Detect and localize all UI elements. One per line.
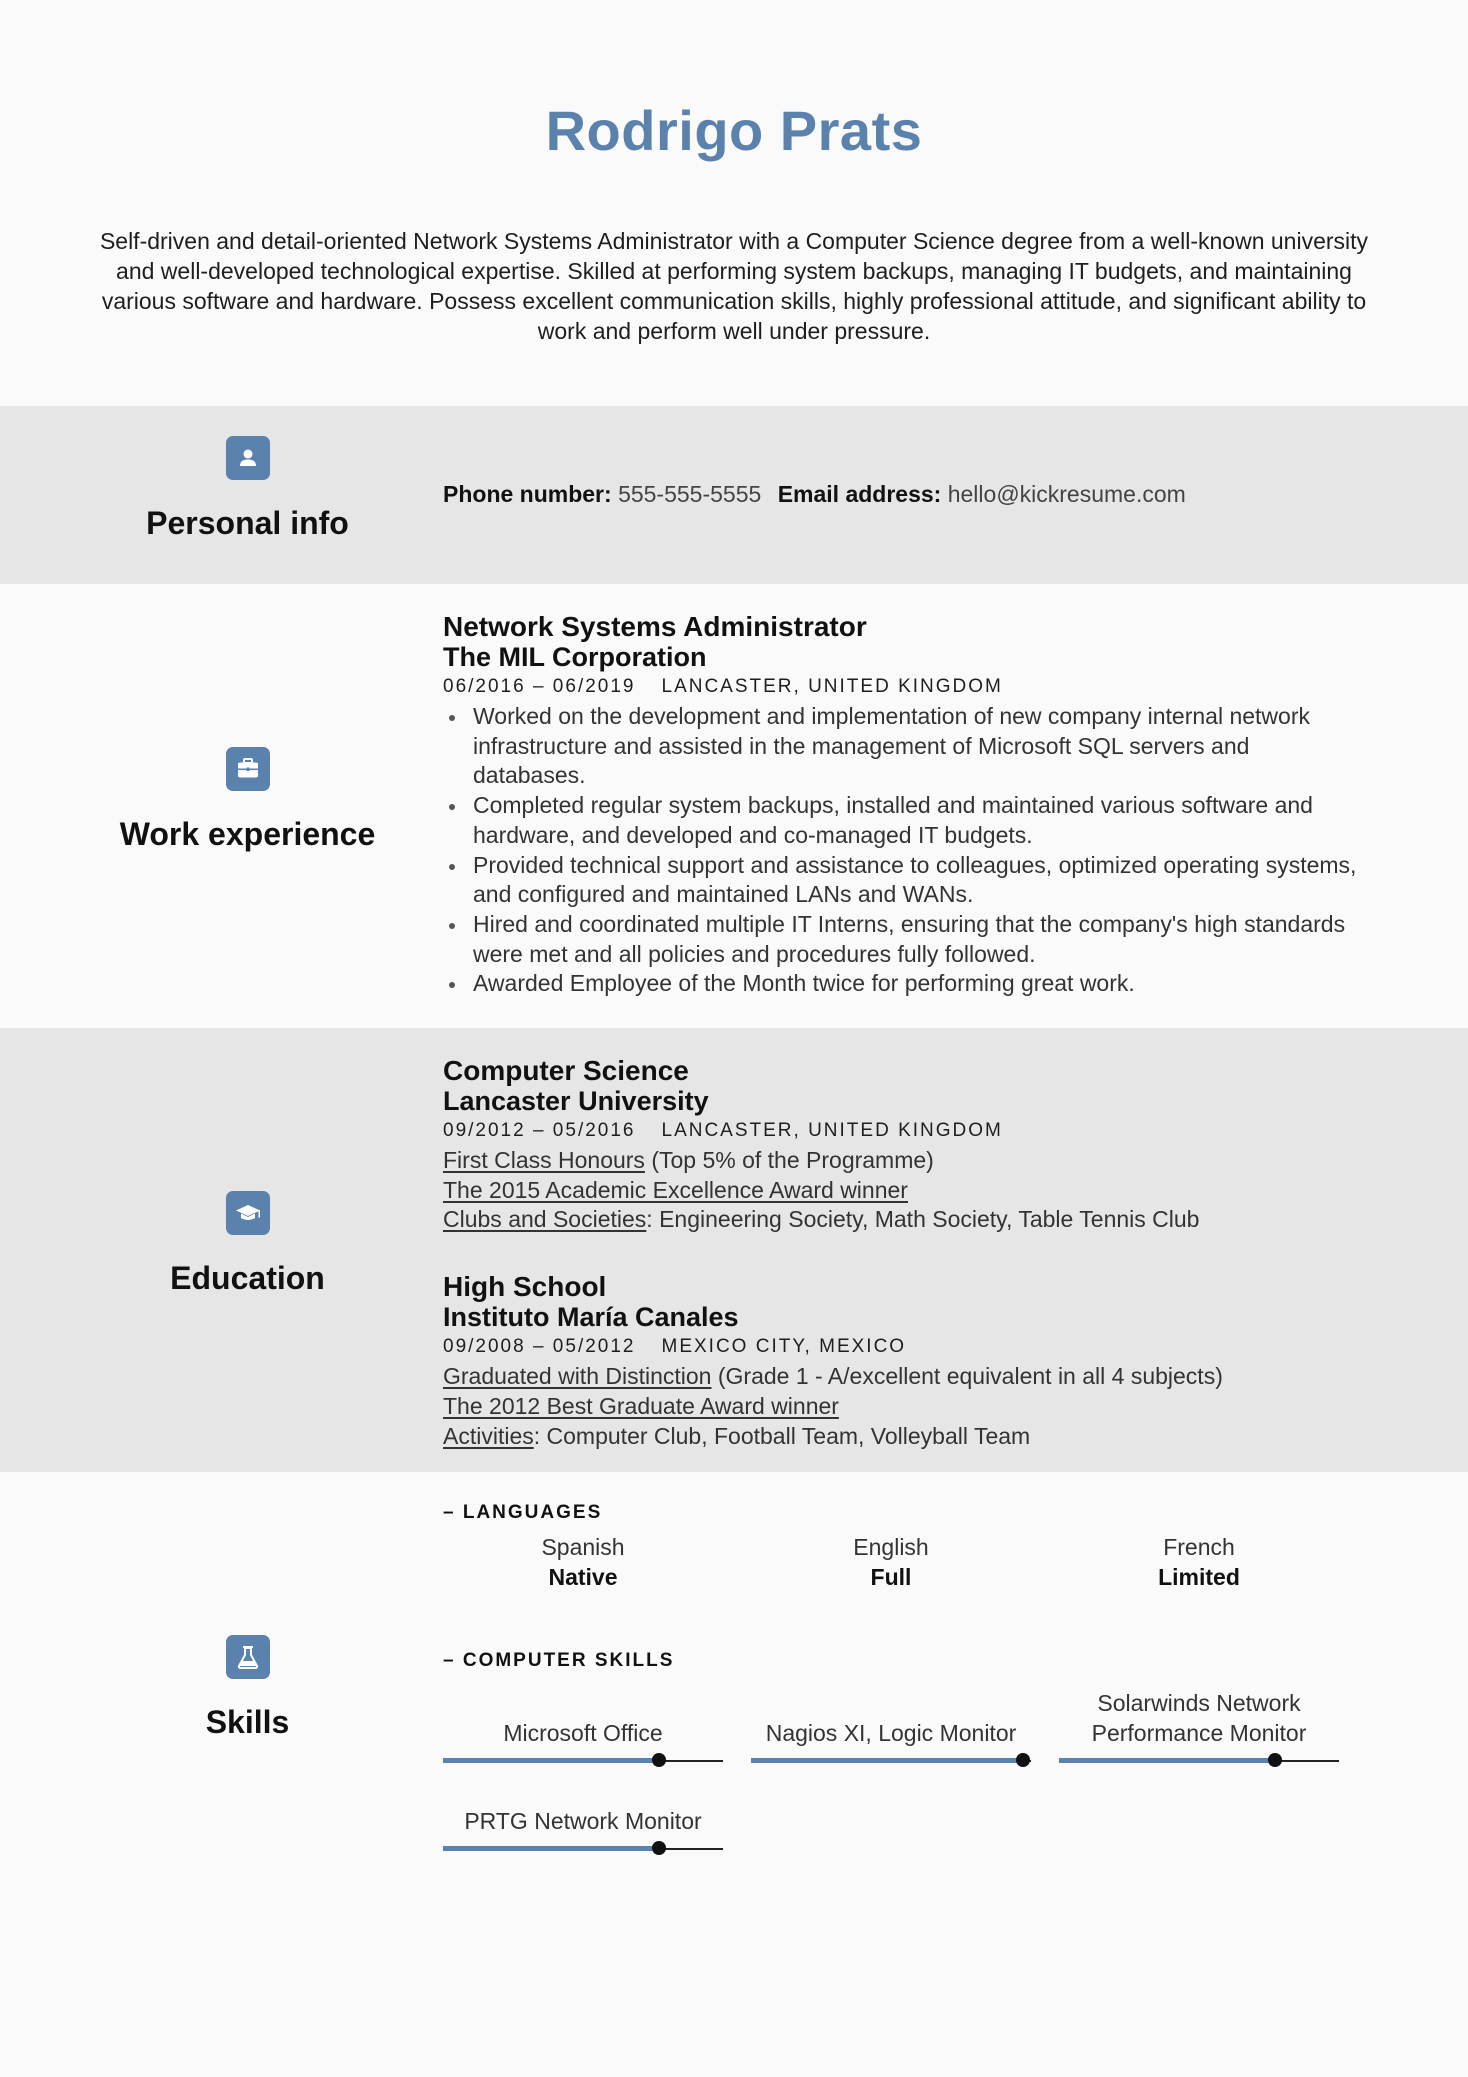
education-dates: 09/2008 – 05/2012 bbox=[443, 1336, 636, 1358]
education-detail-highlight: Activities bbox=[443, 1422, 534, 1449]
education-entry bbox=[443, 1272, 1363, 1451]
skill-item bbox=[443, 1790, 723, 1854]
job-responsibilities bbox=[443, 702, 1363, 999]
school-name: Lancaster University bbox=[443, 1086, 709, 1116]
education-detail-highlight: Clubs and Societies bbox=[443, 1206, 647, 1233]
section-title-education: Education bbox=[170, 1260, 325, 1296]
work-experience-section bbox=[0, 584, 1468, 1028]
language-item bbox=[1059, 1532, 1339, 1592]
language-name: French bbox=[1163, 1534, 1235, 1560]
phone-label: Phone number: bbox=[443, 481, 612, 507]
education-detail-highlight: Graduated with Distinction bbox=[443, 1363, 712, 1390]
education-detail bbox=[443, 1146, 1363, 1176]
skill-level-fill bbox=[1059, 1758, 1275, 1763]
candidate-name: Rodrigo Prats bbox=[545, 99, 923, 162]
education-detail bbox=[443, 1422, 1363, 1452]
language-level: Native bbox=[548, 1564, 618, 1590]
degree-name: Computer Science bbox=[443, 1055, 689, 1086]
list-item: Completed regular system backups, installed and maintained various software and hardware, and developed and co-managed IT budgets. bbox=[443, 791, 1363, 850]
language-name: Spanish bbox=[541, 1534, 625, 1560]
education-detail-highlight: The 2015 Academic Excellence Award winner bbox=[443, 1176, 908, 1203]
education-detail-text: (Grade 1 - A/excellent equivalent in all 4 subjects) bbox=[711, 1363, 1223, 1390]
languages-heading: – LANGUAGES bbox=[443, 1502, 603, 1523]
education-detail-text: : Computer Club, Football Team, Volleyball Team bbox=[533, 1422, 1031, 1449]
skill-item bbox=[1059, 1690, 1339, 1766]
person-icon bbox=[226, 436, 270, 480]
section-title-personal-info: Personal info bbox=[146, 505, 349, 541]
language-name: English bbox=[853, 1534, 929, 1560]
briefcase-icon bbox=[226, 747, 270, 791]
email-label: Email address: bbox=[777, 481, 942, 507]
skill-level-knob bbox=[1268, 1753, 1282, 1767]
skill-item bbox=[443, 1702, 723, 1766]
education-detail-highlight: The 2012 Best Graduate Award winner bbox=[443, 1392, 839, 1419]
contact-line bbox=[443, 479, 1363, 509]
list-item: Awarded Employee of the Month twice for performing great work. bbox=[443, 969, 1363, 999]
education-dates: 09/2012 – 05/2016 bbox=[443, 1120, 636, 1141]
skill-name: Solarwinds Network Performance Monitor bbox=[1091, 1690, 1307, 1746]
language-level: Full bbox=[870, 1564, 912, 1590]
skill-level-knob bbox=[1016, 1753, 1030, 1767]
job-meta bbox=[443, 672, 1363, 702]
language-level: Limited bbox=[1158, 1564, 1240, 1590]
school-name: Instituto María Canales bbox=[443, 1302, 739, 1333]
skill-level-fill bbox=[443, 1758, 659, 1763]
skill-name: PRTG Network Monitor bbox=[464, 1808, 702, 1834]
education-detail-text: (Top 5% of the Programme) bbox=[644, 1147, 934, 1173]
education-detail bbox=[443, 1205, 1363, 1235]
education-detail bbox=[443, 1362, 1363, 1392]
company-name: The MIL Corporation bbox=[443, 642, 707, 672]
education-location: LANCASTER, UNITED KINGDOM bbox=[661, 1120, 1003, 1141]
education-detail bbox=[443, 1392, 1363, 1422]
section-title-skills: Skills bbox=[205, 1704, 290, 1740]
list-item: Worked on the development and implementation of new company internal network infrastructure and assisted in the management of Microsoft SQL servers and databases. bbox=[443, 702, 1363, 791]
job-dates: 06/2016 – 06/2019 bbox=[443, 676, 636, 697]
education-detail-text: : Engineering Society, Math Society, Table Tennis Club bbox=[646, 1206, 1200, 1233]
languages-list bbox=[443, 1532, 1363, 1592]
computer-skills-heading: – COMPUTER SKILLS bbox=[443, 1650, 675, 1671]
list-item: Hired and coordinated multiple IT Interns, ensuring that the company's high standards were met and all policies and procedures fully followed. bbox=[443, 910, 1363, 969]
skill-level-knob bbox=[652, 1753, 666, 1767]
skill-level-knob bbox=[652, 1841, 666, 1855]
graduation-cap-icon bbox=[226, 1191, 270, 1235]
education-location: MEXICO CITY, MEXICO bbox=[661, 1336, 907, 1358]
phone-number: 555-555-5555 bbox=[618, 481, 762, 507]
flask-icon bbox=[226, 1635, 270, 1679]
language-item bbox=[751, 1532, 1031, 1592]
skill-level-fill bbox=[751, 1758, 1023, 1763]
personal-info-section bbox=[0, 406, 1468, 584]
email-address: hello@kickresume.com bbox=[947, 481, 1186, 507]
education-detail-highlight: First Class Honours bbox=[443, 1147, 645, 1173]
profile-summary: Self-driven and detail-oriented Network Systems Administrator with a Computer Science degree from a well-known university and well-developed technological expertise. Skilled at performing system backups, managing IT budgets, and maintaining various software and hardware. Possess excellent communication skills, highly professional attitude, and significant ability to work and perform well under pressure. bbox=[99, 228, 1369, 344]
job-title: Network Systems Administrator bbox=[443, 611, 867, 642]
degree-name: High School bbox=[443, 1271, 607, 1303]
skill-item bbox=[751, 1702, 1031, 1766]
education-entry bbox=[443, 1056, 1363, 1235]
list-item: Provided technical support and assistance to colleagues, optimized operating systems, and configured and maintained LANs and WANs. bbox=[443, 851, 1363, 910]
language-item bbox=[443, 1532, 723, 1592]
education-meta bbox=[443, 1116, 1363, 1146]
education-section bbox=[0, 1028, 1468, 1472]
education-meta bbox=[443, 1332, 1363, 1362]
skill-name: Nagios XI, Logic Monitor bbox=[765, 1720, 1017, 1746]
job-location: LANCASTER, UNITED KINGDOM bbox=[661, 676, 1003, 697]
skill-level-fill bbox=[443, 1846, 659, 1851]
section-title-work-experience: Work experience bbox=[119, 816, 376, 852]
skill-name: Microsoft Office bbox=[503, 1720, 663, 1746]
skills-section bbox=[0, 1472, 1468, 1892]
education-detail bbox=[443, 1176, 1363, 1206]
